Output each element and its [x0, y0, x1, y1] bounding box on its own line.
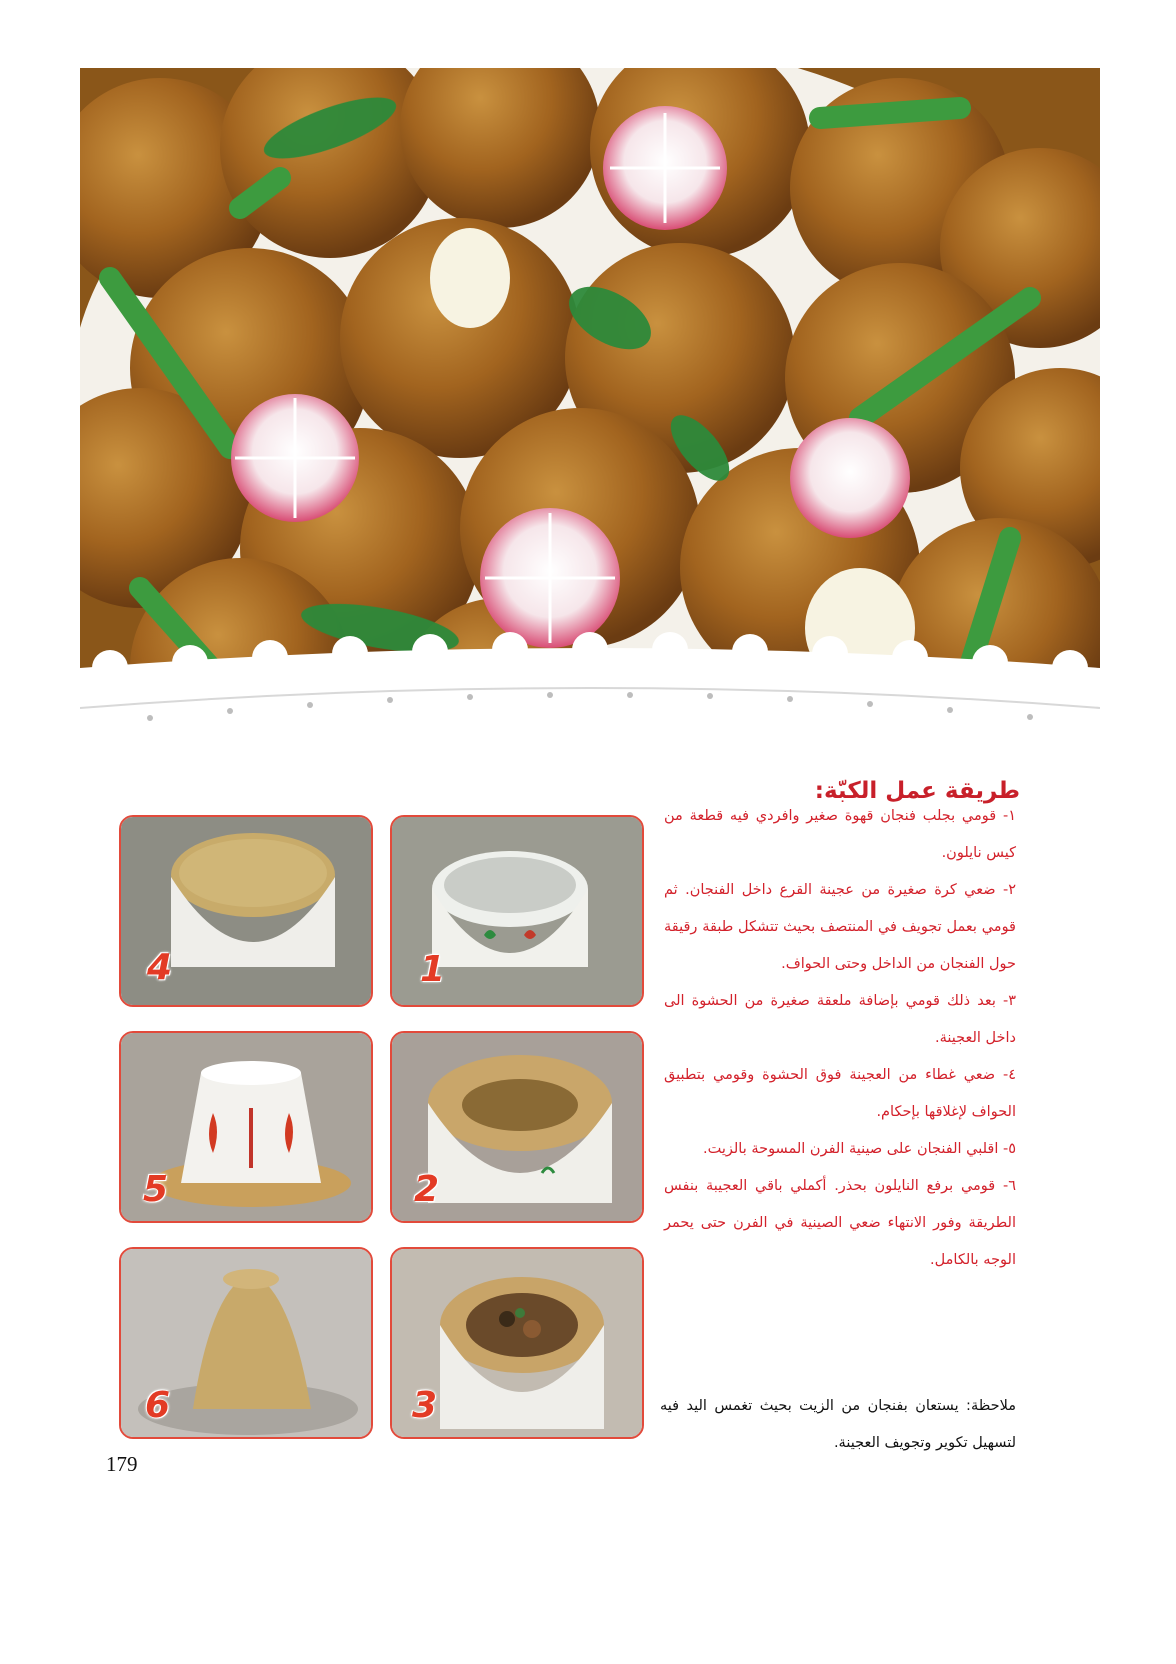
step-photo-2 — [390, 1031, 644, 1223]
note — [660, 1388, 1016, 1462]
photo-number-label: 2 — [414, 1169, 440, 1210]
step-photo-6 — [119, 1247, 373, 1439]
page-number: 179 — [106, 1452, 138, 1476]
step-photo-1 — [390, 815, 644, 1007]
photo-number-label: 3 — [412, 1385, 438, 1426]
photo-number-label: 5 — [143, 1169, 169, 1210]
step-4: ٤- ضعي غطاء من العجينة فوق الحشوة وقومي بتطبيق الحواف لإغلاقها بإحكام. — [664, 1067, 1016, 1120]
step-2: ٢- ضعي كرة صغيرة من عجينة القرع داخل الفنجان. ثم قومي بعمل تجويف في المنتصف بحيث تتشكل طبقة رقيقة حول الفنجان من الداخل وحتى الحواف. — [664, 882, 1016, 972]
recipe-method-heading: طريقة عمل الكبّة: — [814, 778, 1020, 804]
step-6: ٦- قومي برفع النايلون بحذر. أكملي باقي العجيبة بنفس الطريقة وفور الانتهاء ضعي الصينية في الفرن حتى يحمر الوجه بالكامل. — [664, 1178, 1016, 1268]
photo-number-label: 6 — [145, 1385, 171, 1426]
step-5: ٥- اقلبي الفنجان على صينية الفرن المسوحة بالزيت. — [702, 1141, 1016, 1157]
note-text: ملاحظة: يستعان بفنجان من الزيت بحيث تغمس اليد فيه لتسهيل تكوير وتجويف العجينة. — [660, 1398, 1016, 1451]
hero-photo-kibbeh-plate — [80, 68, 1100, 766]
step-1: ١- قومي بجلب فنجان قهوة صغير وافردي فيه قطعة من كيس نايلون. — [664, 808, 1016, 861]
steps-list — [664, 798, 1016, 1279]
photo-number-label: 4 — [147, 947, 173, 988]
step-photo-5 — [119, 1031, 373, 1223]
step-photo-3 — [390, 1247, 644, 1439]
step-3: ٣- بعد ذلك قومي بإضافة ملعقة صغيرة من الحشوة الى داخل العجينة. — [664, 993, 1016, 1046]
step-photo-4 — [119, 815, 373, 1007]
photo-number-label: 1 — [420, 949, 446, 990]
